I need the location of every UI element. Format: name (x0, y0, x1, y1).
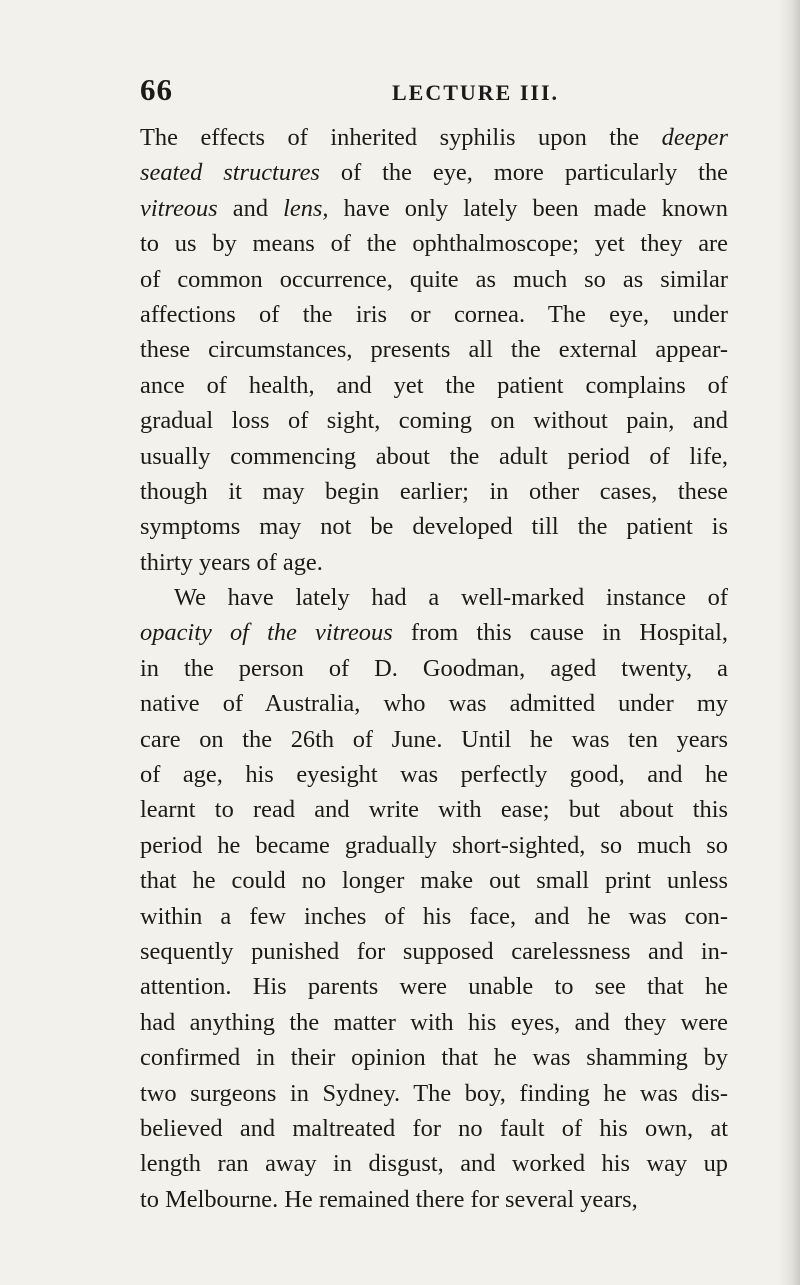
text-segment: from this cause in Hospital, (392, 619, 729, 647)
text-line (140, 545, 728, 580)
text-line (140, 757, 728, 792)
text-line (140, 686, 728, 721)
text-line (140, 226, 728, 261)
text-line (140, 828, 728, 863)
text-segment: confirmed in their opinion that he was shamming by (140, 1044, 728, 1072)
text-segment: of common occurrence, quite as much so as similar (140, 265, 728, 293)
text-line (140, 615, 728, 650)
text-segment: attention. His parents were unable to see that he (140, 973, 728, 1001)
text-line (140, 934, 728, 969)
text-line (140, 792, 728, 827)
text-line (140, 1146, 728, 1181)
body-text (140, 120, 728, 1217)
text-segment: care on the 26th of June. Until he was ten years (140, 725, 728, 753)
text-line (140, 580, 728, 615)
text-line (140, 1076, 728, 1111)
text-line (140, 863, 728, 898)
text-segment: two surgeons in Sydney. The boy, finding he was dis- (140, 1079, 728, 1107)
text-line (140, 262, 728, 297)
text-segment: ance of health, and yet the patient complains of (140, 371, 728, 399)
text-segment: of age, his eyesight was perfectly good, and he (140, 761, 728, 789)
text-segment: had anything the matter with his eyes, and they were (140, 1008, 728, 1036)
text-line (140, 191, 728, 226)
page-number: 66 (140, 72, 173, 107)
text-segment: of the eye, more particularly the (319, 159, 728, 187)
text-segment: these circumstances, presents all the external appear- (140, 336, 728, 364)
text-segment: have only lately been made known (328, 194, 728, 222)
text-segment: believed and maltreated for no fault of his own, at (140, 1114, 728, 1142)
text-segment: The effects of inherited syphilis upon the (140, 124, 662, 151)
text-segment: deeper (661, 124, 728, 151)
text-segment: within a few inches of his face, and he was con- (140, 902, 728, 930)
text-segment: We have lately had a well-marked instance of (174, 584, 728, 612)
running-title: LECTURE III. (392, 80, 560, 105)
text-segment: opacity of the vitreous (140, 619, 393, 647)
text-segment: usually commencing about the adult period of life, (140, 442, 728, 470)
text-segment: though it may begin earlier; in other cases, these (140, 477, 728, 505)
text-segment: in the person of D. Goodman, aged twenty, a (140, 654, 728, 682)
text-line (140, 120, 728, 155)
text-line (140, 368, 728, 403)
text-line (140, 969, 728, 1004)
text-segment: to Melbourne. He remained there for several years, (140, 1185, 638, 1213)
text-line (140, 1111, 728, 1146)
text-segment: period he became gradually short-sighted, so much so (140, 831, 728, 859)
text-segment: gradual loss of sight, coming on without pain, and (140, 407, 728, 435)
text-segment: seated structures (140, 159, 320, 187)
text-line (140, 403, 728, 438)
text-line (140, 899, 728, 934)
text-segment: affections of the iris or cornea. The eye, under (140, 300, 728, 328)
text-segment: thirty years of age. (140, 548, 323, 576)
text-segment: lens, (283, 194, 329, 222)
text-line (140, 1005, 728, 1040)
text-line (140, 155, 728, 190)
text-line (140, 297, 728, 332)
text-line (140, 651, 728, 686)
text-segment: symptoms may not be developed till the patient is (140, 513, 728, 541)
text-line (140, 1182, 728, 1217)
text-line (140, 474, 728, 509)
text-line (140, 1040, 728, 1075)
text-segment: length ran away in disgust, and worked his way up (140, 1150, 728, 1178)
text-line (140, 722, 728, 757)
text-segment: native of Australia, who was admitted under my (140, 690, 728, 718)
text-segment: that he could no longer make out small print unless (140, 867, 728, 895)
text-segment: to us by means of the ophthalmoscope; yet they are (140, 230, 728, 258)
text-line (140, 439, 728, 474)
page-header (140, 72, 720, 106)
text-line (140, 332, 728, 367)
text-segment: and (217, 194, 284, 222)
text-segment: learnt to read and write with ease; but about this (140, 796, 728, 824)
page-edge-shadow (778, 0, 800, 1285)
text-line (140, 509, 728, 544)
text-segment: vitreous (140, 194, 218, 222)
text-segment: sequently punished for supposed carelessness and in- (140, 937, 728, 965)
